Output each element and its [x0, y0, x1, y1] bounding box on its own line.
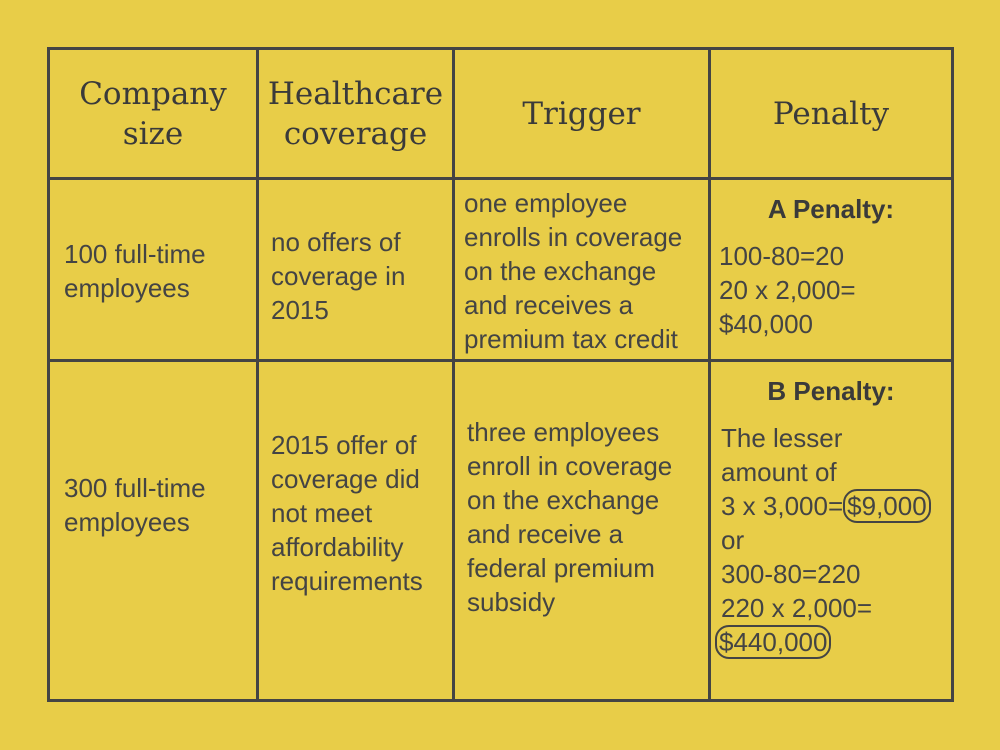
header-healthcare-coverage-line1: Healthcare: [267, 75, 444, 112]
row2-penalty-line4: or: [721, 525, 745, 555]
row1-trigger-line5: premium tax credit: [464, 324, 678, 354]
row1-trigger-line1: one employee: [464, 188, 628, 218]
row1-company-size: [50, 180, 259, 362]
row2-company-size-line1: 300 full-time: [64, 473, 206, 503]
row1-penalty: [711, 180, 951, 362]
row2-company-size: [50, 362, 259, 699]
row1-coverage-line3: 2015: [271, 295, 329, 325]
row2-coverage-line2: coverage did: [271, 464, 420, 494]
row1-coverage-line1: no offers of: [271, 227, 401, 257]
row1-trigger: [455, 180, 711, 362]
row2-company-size-line2: employees: [64, 507, 190, 537]
row2-trigger-line2: enroll in coverage: [467, 451, 673, 481]
row2-penalty-line3: [721, 489, 947, 523]
row1-trigger-line4: and receives a: [464, 290, 634, 320]
row1-coverage-line2: coverage in: [271, 261, 406, 291]
row1-penalty-line3: $40,000: [719, 309, 813, 339]
row2-coverage-line1: 2015 offer of: [271, 430, 417, 460]
row2-penalty: [711, 362, 951, 699]
row2-coverage-line3: not meet: [271, 498, 373, 528]
row1-coverage: [259, 180, 455, 362]
row2-coverage-line5: requirements: [271, 566, 423, 596]
header-healthcare-coverage: [259, 50, 455, 180]
row2-penalty-line7: [715, 625, 947, 659]
row2-penalty-line2: amount of: [721, 457, 837, 487]
header-penalty: [711, 50, 951, 180]
header-company-size: [50, 50, 259, 180]
header-trigger: [455, 50, 711, 180]
row1-trigger-line2: enrolls in coverage: [464, 222, 683, 252]
row1-penalty-line1: 100-80=20: [719, 241, 845, 271]
row2-penalty-line3-prefix: 3 x 3,000=: [721, 491, 844, 521]
row2-trigger-line6: subsidy: [467, 587, 556, 617]
header-company-size-line1: Company: [79, 75, 227, 112]
circled-amount-440000: $440,000: [715, 625, 831, 659]
header-company-size-line2: size: [122, 115, 184, 152]
header-healthcare-coverage-line2: coverage: [283, 115, 428, 152]
row2-penalty-line5: 300-80=220: [721, 559, 861, 589]
row2-trigger: [455, 362, 711, 699]
row1-company-size-line1: 100 full-time: [64, 239, 206, 269]
row2-penalty-line1: The lesser: [721, 423, 843, 453]
row2-penalty-line6: 220 x 2,000=: [721, 593, 873, 623]
row2-trigger-line5: federal premium: [467, 553, 655, 583]
row1-penalty-title: A Penalty:: [767, 194, 895, 224]
row1-penalty-line2: 20 x 2,000=: [719, 275, 856, 305]
row2-coverage: [259, 362, 455, 699]
row2-trigger-line1: three employees: [467, 417, 660, 447]
row2-penalty-title: B Penalty:: [767, 376, 895, 406]
row1-company-size-line2: employees: [64, 273, 190, 303]
row2-coverage-line4: affordability: [271, 532, 404, 562]
header-penalty-label: Penalty: [772, 95, 890, 132]
row1-trigger-line3: on the exchange: [464, 256, 657, 286]
row2-trigger-line3: on the exchange: [467, 485, 660, 515]
row2-trigger-line4: and receive a: [467, 519, 624, 549]
penalty-table: [47, 47, 954, 702]
circled-amount-9000: $9,000: [843, 489, 931, 523]
header-trigger-label: Trigger: [522, 95, 641, 132]
